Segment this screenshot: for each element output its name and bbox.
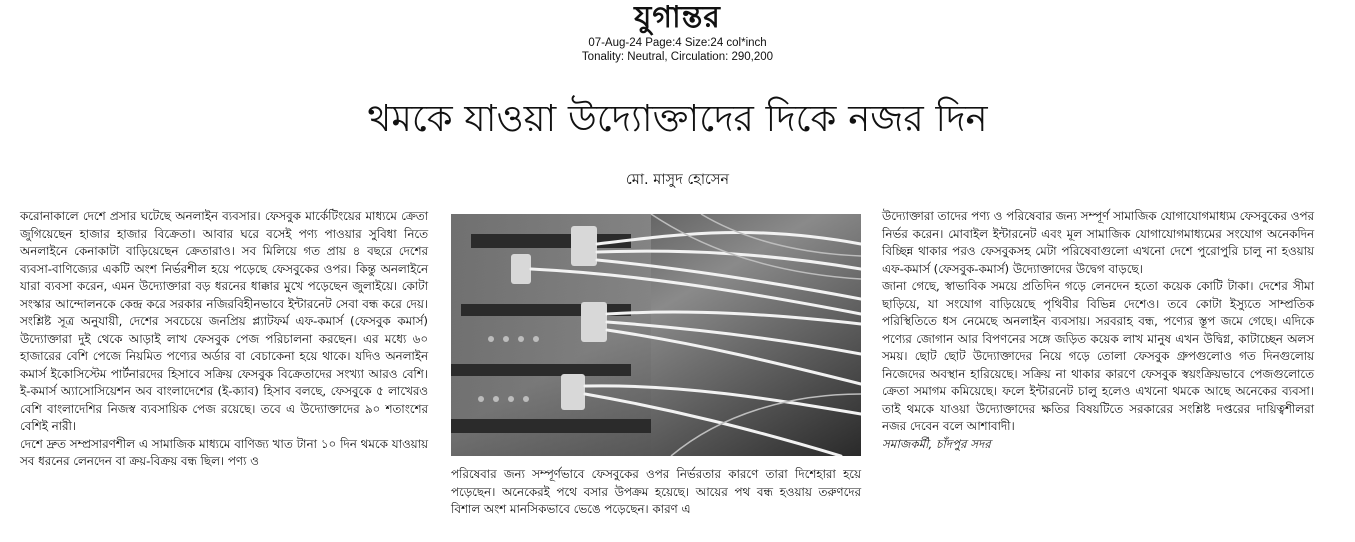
clipping-date-info: 07-Aug-24 Page:4 Size:24 col*inch <box>588 37 767 49</box>
article-paragraph: করোনাকালে দেশে প্রসার ঘটেছে অনলাইন ব্যবসার। ফেসবুক মার্কেটিংয়ের মাধ্যমে ক্রেতা জুগিয়েছেন হাজার হাজার বিক্রেতা। আবার ঘরে বসেই পণ্য পাওয়ার সুবিধা নিতে অনলাইনে কেনাকাটা বাড়িয়েছেন ক্রেতারাও। সব মিলিয়ে গত প্রায় ৪ বছরে দেশের ব্যবসা-বাণিজ্যের একটি অংশ নির্ভরশীল হয়ে পড়েছে ফেসবুকের ওপর। কিন্তু অনলাইনে যারা ব্যবসা করেন, এমন উদ্যোক্তারা বড় ধরনের ধাক্কার মুখে পড়েছেন জুলাইয়ে। কোটা সংস্কার আন্দোলনকে কেন্দ্র করে সরকার নজিরবিহীনভাবে ইন্টারনেট সেবা বন্ধ করে দেয়। সংশ্লিষ্ট সূত্র অনুযায়ী, দেশের সবচেয়ে জনপ্রিয় প্ল্যাটফর্ম এফ-কমার্স (ফেসবুক কমার্স) উদ্যোক্তারা দুই থেকে আড়াই লাখ ফেসবুক পেজ পরিচালনা করছেন। এর মধ্যে ৬০ হাজারের বেশি পেজে নিয়মিত পণ্যের অর্ডার বা বেচাকেনা হয়ে থাকে। যদিও অনলাইন কমার্স ইকোসিস্টেম পার্টনারদের হিসাবে সক্রিয় ফেসবুক বিক্রেতাদের সংখ্যা আরও বেশি। ই-কমার্স অ্যাসোসিয়েশন অব বাংলাদেশের (ই-ক্যাব) হিসাব বলছে, ফেসবুকে ৫ লাখেরও বেশি বাংলাদেশির নিজস্ব ব্যবসায়িক পেজ রয়েছে। তবে এ উদ্যোক্তাদের ৯০ শতাংশের বেশিই নারী। <box>20 209 428 433</box>
article-paragraph: পরিষেবার জন্য সম্পূর্ণভাবে ফেসবুকের ওপর নির্ভরতার কারণে তারা দিশেহারা হয়ে পড়েছেন। অনেকেরই পথে বসার উপক্রম হয়েছে। আয়ের পথ বন্ধ হওয়ায় তরুণদের বিশাল অংশ মানসিকভাবে ভেঙে পড়েছেন। কারণ এ <box>451 467 861 516</box>
photo-illustration <box>451 214 861 456</box>
network-cables-photo <box>451 214 861 456</box>
article-byline: মো. মাসুদ হোসেন <box>625 172 730 188</box>
clipping-tonality-info: Tonality: Neutral, Circulation: 290,200 <box>581 51 774 63</box>
article-column-1 <box>20 208 428 471</box>
article-paragraph: জানা গেছে, স্বাভাবিক সময়ে প্রতিদিন গড়ে লেনদেন হতো কয়েক কোটি টাকা। দেশের সীমা ছাড়িয়ে, যা সংযোগ বাড়িয়েছে পৃথিবীর বিভিন্ন দেশেও। তবে কোটা ইস্যুতে সাম্প্রতিক পরিস্থিতিতে ধস নেমেছে অনলাইন ব্যবসায়। সরবরাহ বন্ধ, পণ্যের স্তূপ জমে গেছে। এদিকে পণ্যের জোগান আর বিপণনের সঙ্গে জড়িত কয়েক লাখ মানুষ এখন উদ্বিগ্ন, কাটাচ্ছেন অলস সময়। ছোট ছোট উদ্যোক্তাদের নিয়ে গড়ে তোলা ফেসবুক গ্রুপগুলোও গত দিনগুলোয় নিজেদের অবস্থান হারিয়েছে। সক্রিয় না থাকার কারণে ফেসবুক স্বয়ংক্রিয়ভাবে পেজগুলোতে ক্রেতা সমাগম কমিয়েছে। ফলে ইন্টারনেট চালু হলেও এখনো থমকে আছে অনেকের ব্যবসা। তাই থমকে যাওয়া উদ্যোক্তাদের ক্ষতির বিষয়টিতে সরকারের সংশ্লিষ্ট দপ্তরের দায়িত্বশীলরা নজর দেবেন বলে আশাবাদী। <box>882 279 1314 433</box>
author-signoff: সমাজকর্মী, চাঁদপুর সদর <box>882 436 991 451</box>
article-paragraph: উদ্যোক্তারা তাদের পণ্য ও পরিষেবার জন্য সম্পূর্ণ সামাজিক যোগাযোগমাধ্যম ফেসবুকের ওপর নির্ভর করেন। মোবাইল ইন্টারনেট এবং মূল সামাজিক যোগাযোগমাধ্যমের সংযোগ অনেকদিন বিচ্ছিন্ন থাকার পরও ফেসবুকসহ মেটা পরিষেবাগুলো এখনো দেশে পুরোপুরি চালু না হওয়ায় এফ-কমার্স (ফেসবুক-কমার্স) উদ্যোক্তাদের উদ্বেগ বাড়ছে। <box>882 209 1314 276</box>
article-column-2 <box>451 466 861 519</box>
article-paragraph: দেশে দ্রুত সম্প্রসারণশীল এ সামাজিক মাধ্যমে বাণিজ্য খাত টানা ১০ দিন থমকে যাওয়ায় সব ধরনের লেনদেন বা ক্রয়-বিক্রয় বন্ধ ছিল। পণ্য ও <box>20 436 428 468</box>
article-headline: থমকে যাওয়া উদ্যোক্তাদের দিকে নজর দিন <box>367 97 988 140</box>
masthead-logo: যুগান্তর <box>634 0 721 35</box>
article-column-3 <box>882 208 1314 453</box>
